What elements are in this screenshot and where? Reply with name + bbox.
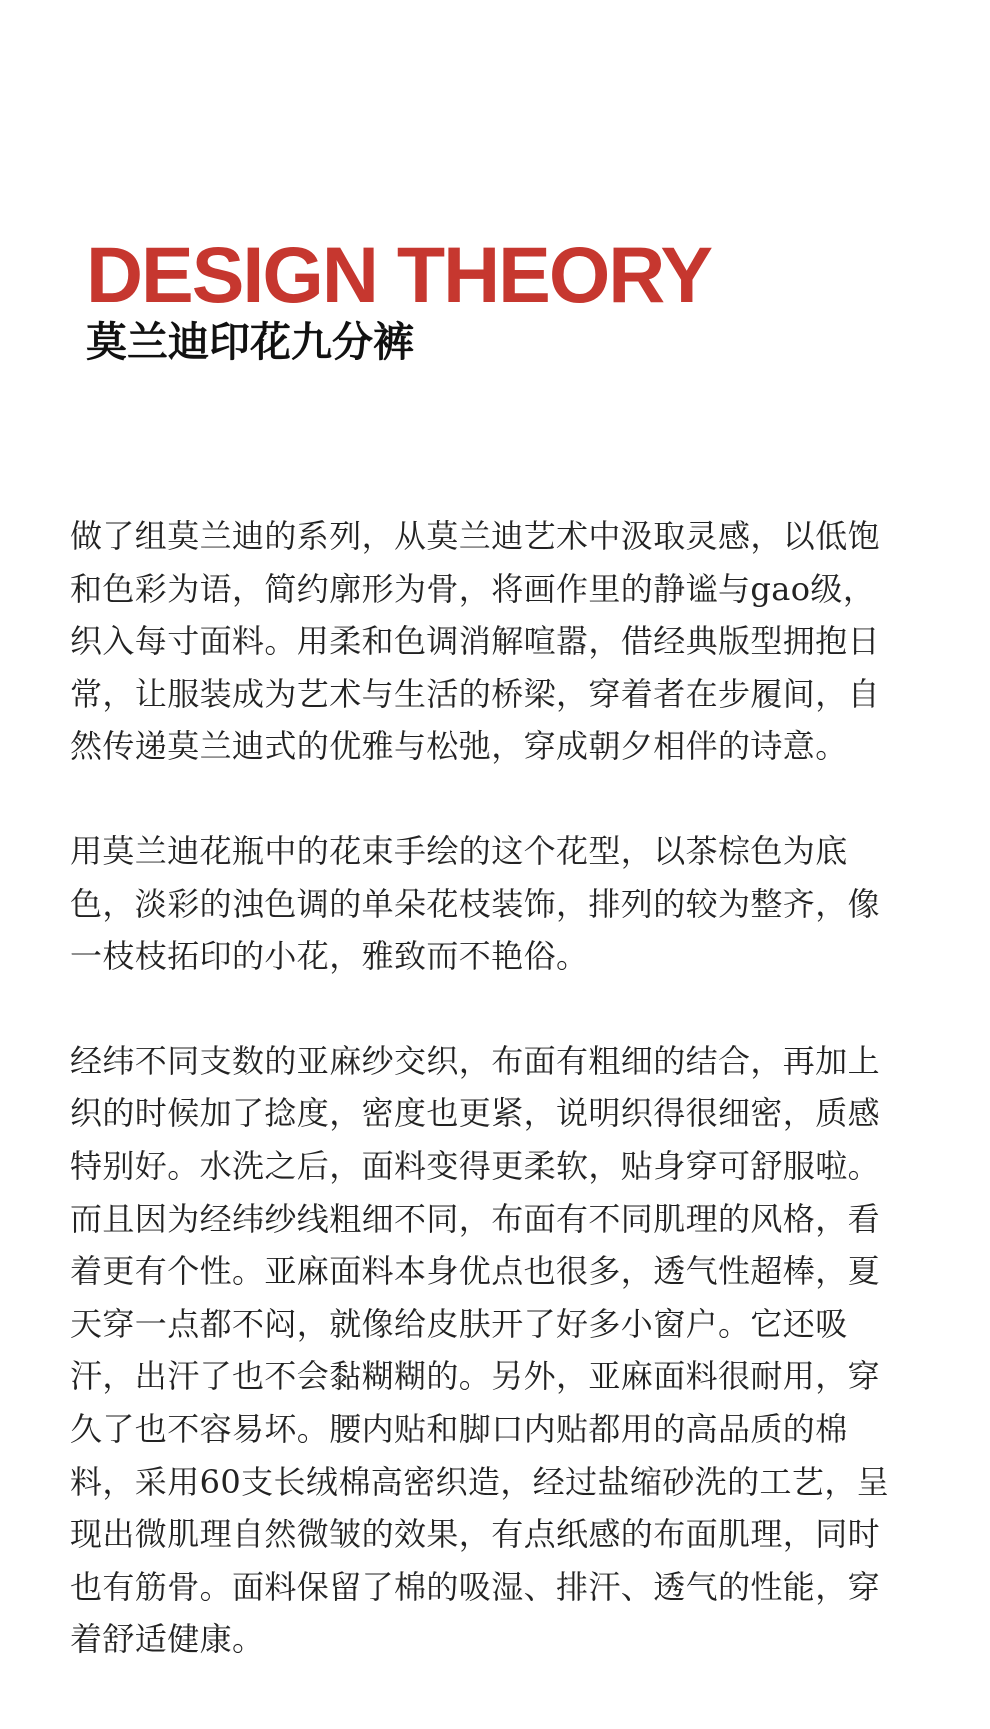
paragraph-fabric: 经纬不同支数的亚麻纱交织，布面有粗细的结合，再加上织的时候加了捻度，密度也更紧，说明织得很细密，质感特别好。水洗之后，面料变得更柔软，贴身穿可舒服啦。而且因为经纬纱线粗细不同，布面有不同肌理的风格，看着更有个性。亚麻面料本身优点也很多，透气性超棒，夏天穿一点都不闷，就像给皮肤开了好多小窗户。它还吸汗，出汗了也不会黏糊糊的。另外，亚麻面料很耐用，穿久了也不容易坏。腰内贴和脚口内贴都用的高品质的棉料，采用60支长绒棉高密织造，经过盐缩砂洗的工艺，呈现出微肌理自然微皱的效果，有点纸感的布面肌理，同时也有筋骨。面料保留了棉的吸湿、排汗、透气的性能，穿着舒适健康。 [70,1041,890,1659]
article-body [70,510,890,1718]
paragraph-intro: 做了组莫兰迪的系列，从莫兰迪艺术中汲取灵感，以低饱和色彩为语，简约廓形为骨，将画作里的静谧与gao级，织入每寸面料。用柔和色调消解喧嚣，借经典版型拥抱日常，让服装成为艺术与生活的桥梁，穿着者在步履间，自然传递莫兰迪式的优雅与松弛，穿成朝夕相伴的诗意。 [70,517,881,766]
page-subtitle: 莫兰迪印花九分裤 [86,318,414,366]
page-title: DESIGN THEORY [86,230,712,319]
paragraph-pattern: 用莫兰迪花瓶中的花束手绘的这个花型，以茶棕色为底色，淡彩的浊色调的单朵花枝装饰，排列的较为整齐，像一枝枝拓印的小花，雅致而不艳俗。 [70,831,881,976]
header [86,232,946,368]
